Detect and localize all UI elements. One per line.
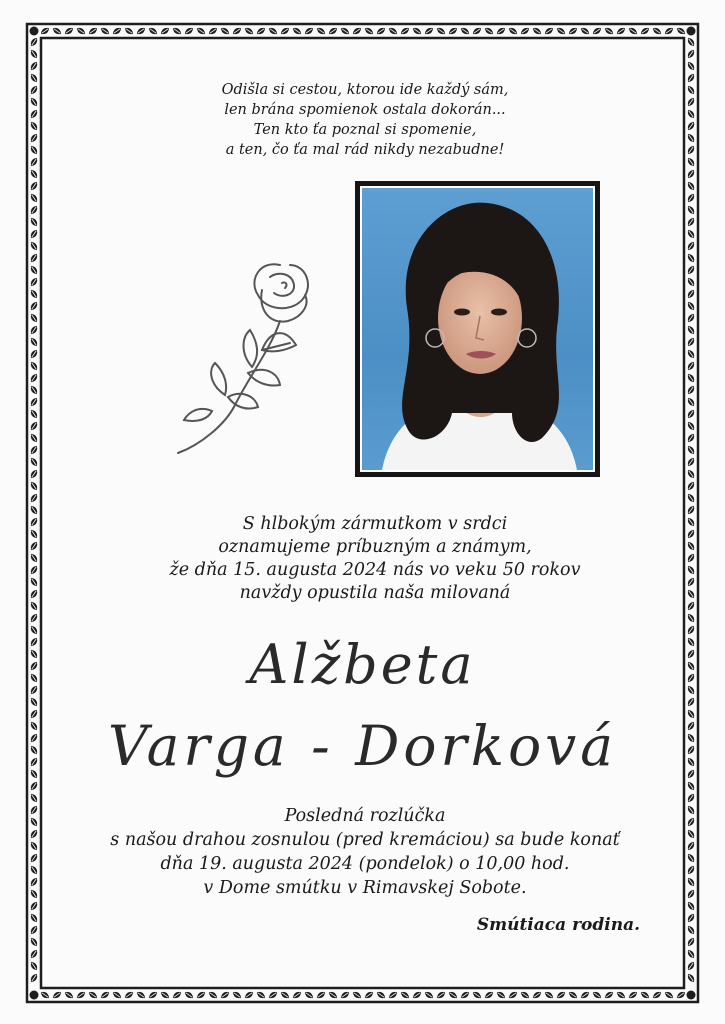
farewell-details — [110, 804, 620, 900]
poem-line: Ten kto ťa poznal si spomenie, — [253, 122, 477, 138]
farewell-line: v Dome smútku v Rimavskej Sobote. — [203, 878, 527, 898]
announcement-line: oznamujeme príbuzným a známym, — [218, 537, 532, 557]
poem-line: a ten, čo ťa mal rád nikdy nezabudne! — [225, 142, 505, 158]
announcement-line: navždy opustila naša milovaná — [239, 583, 511, 603]
farewell-line: s našou drahou zosnulou (pred kremáciou) sa bude konať — [110, 830, 620, 850]
announcement-line: že dňa 15. augusta 2024 nás vo veku 50 rokov — [169, 560, 581, 580]
poem-line: len brána spomienok ostala dokorán... — [224, 102, 506, 118]
poem — [180, 80, 550, 160]
portrait-frame — [355, 181, 600, 477]
announcement — [150, 513, 600, 605]
deceased-surname: Varga - Dorková — [107, 714, 618, 778]
signature: Smútiaca rodina. — [476, 915, 640, 935]
farewell-line: dňa 19. augusta 2024 (pondelok) o 10,00 hod. — [160, 854, 570, 874]
deceased-first-name: Alžbeta — [249, 633, 476, 696]
rose-drawing — [170, 255, 330, 465]
farewell-line: Posledná rozlúčka — [284, 806, 446, 826]
portrait-photo — [362, 188, 593, 470]
announcement-line: S hlbokým zármutkom v srdci — [242, 514, 508, 534]
poem-line: Odišla si cestou, ktorou ide každý sám, — [221, 82, 509, 98]
